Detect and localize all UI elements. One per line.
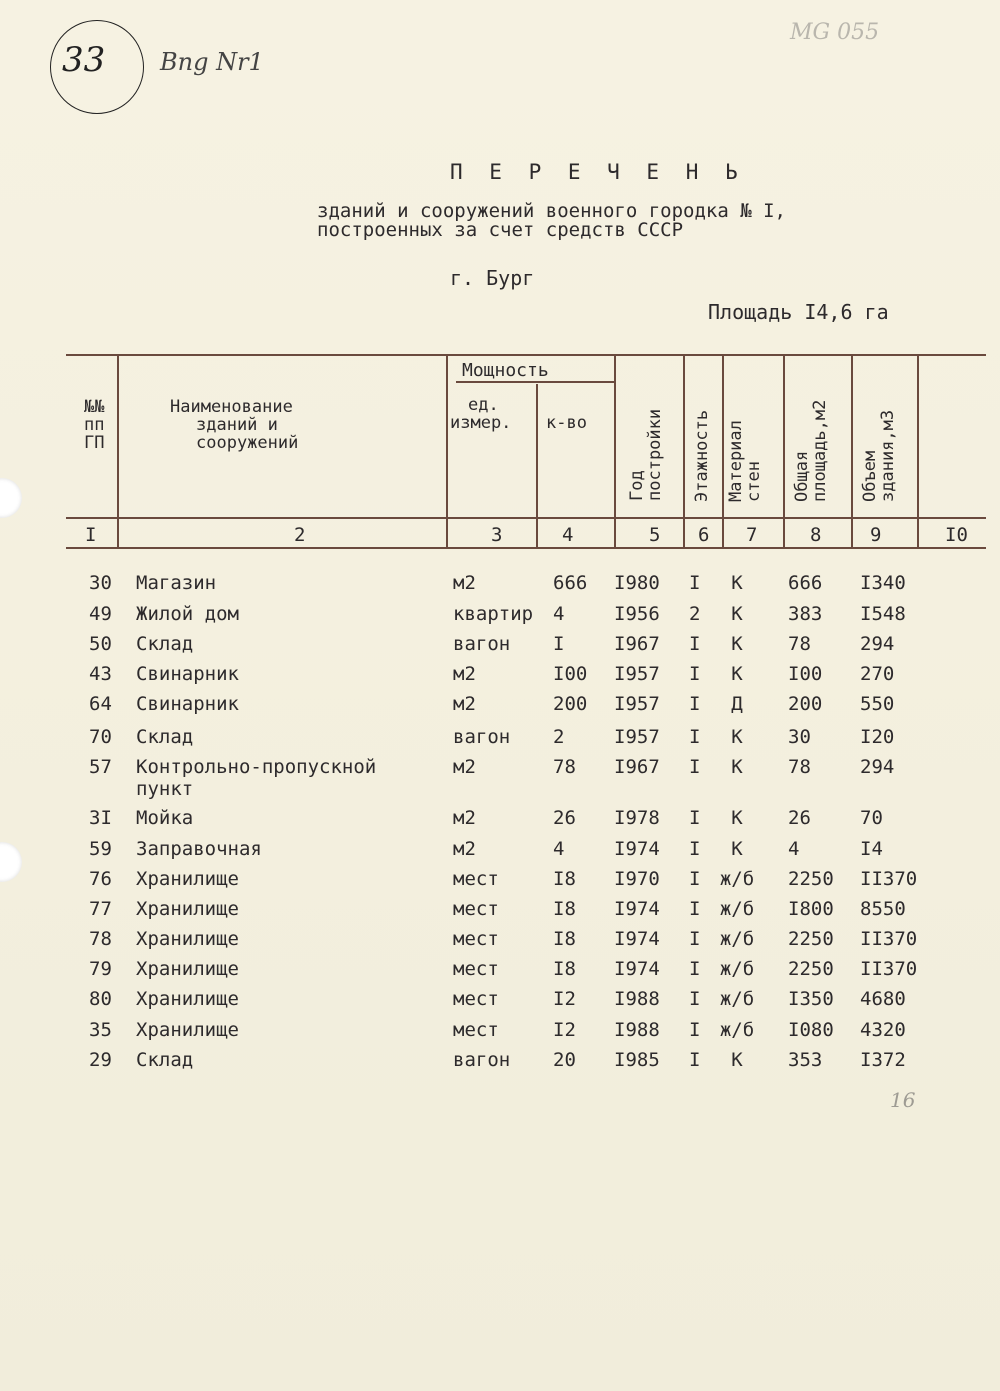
row-building-name: Мойка [136,807,194,829]
column-number: I0 [945,524,968,546]
row-building-name: Заправочная [136,838,262,860]
row-quantity: I00 [553,663,588,685]
column-number: 4 [562,524,574,546]
row-unit: вагон [453,633,511,655]
row-gp-number: 59 [89,838,112,860]
table-row [0,988,1000,1018]
row-wall-material: К [731,838,743,860]
row-volume: 4320 [860,1019,906,1041]
column-number: 3 [491,524,503,546]
row-floors: I [689,1019,701,1041]
row-unit: мест [453,928,499,950]
column-divider [851,354,853,548]
row-floors: I [689,756,701,778]
row-building-name-cont: пункт [136,778,194,800]
column-divider [117,354,119,548]
row-year: I957 [614,693,660,715]
row-building-name: Склад [136,726,194,748]
row-quantity: I8 [553,928,576,950]
row-unit: квартир [453,603,534,625]
handwritten-page-mark: 16 [890,1088,916,1112]
header-capacity: Мощность [462,360,549,381]
table-colnum-border [66,547,986,549]
row-volume: I340 [860,572,906,594]
handwritten-note-left: Bng Nr1 [160,48,264,76]
column-number: 2 [294,524,306,546]
row-unit: м2 [453,756,476,778]
row-floors: I [689,693,701,715]
capacity-underline [456,381,614,383]
row-unit: мест [453,868,499,890]
column-divider [722,354,724,548]
header-volume: Объем здания,м3 [860,409,898,502]
row-gp-number: 76 [89,868,112,890]
column-number: 7 [746,524,758,546]
document-subtitle [317,202,786,240]
row-wall-material: К [731,807,743,829]
column-divider [783,354,785,548]
document-title: П Е Р Е Ч Е Н Ь [450,160,745,184]
row-unit: м2 [453,663,476,685]
row-volume: 70 [860,807,883,829]
header-floors: Этажность [692,409,712,502]
row-quantity: 2 [553,726,565,748]
row-quantity: I2 [553,988,576,1010]
row-floors: I [689,928,701,950]
row-floors: I [689,898,701,920]
row-gp-number: 78 [89,928,112,950]
row-gp-number: 79 [89,958,112,980]
row-quantity: 20 [553,1049,576,1071]
row-gp-number: 57 [89,756,112,778]
row-year: I988 [614,988,660,1010]
row-total-area: 2250 [788,868,834,890]
row-quantity: 26 [553,807,576,829]
row-building-name: Свинарник [136,663,239,685]
header-name: Наименование зданий и сооружений [170,397,299,453]
table-row [0,1049,1000,1079]
row-gp-number: 64 [89,693,112,715]
row-year: I974 [614,928,660,950]
row-wall-material: ж/б [719,898,755,920]
row-wall-material: К [731,1049,743,1071]
row-quantity: I [553,633,565,655]
row-volume: II370 [860,868,918,890]
row-unit: м2 [453,807,476,829]
row-year: I957 [614,726,660,748]
row-floors: I [689,633,701,655]
table-row [0,898,1000,928]
column-number: 9 [870,524,882,546]
row-gp-number: 3I [89,807,112,829]
row-wall-material: ж/б [719,928,755,950]
row-wall-material: ж/б [719,988,755,1010]
row-total-area: 353 [788,1049,823,1071]
row-gp-number: 35 [89,1019,112,1041]
row-total-area: 78 [788,633,811,655]
row-quantity: 78 [553,756,576,778]
row-volume: 270 [860,663,895,685]
row-building-name: Склад [136,633,194,655]
row-volume: I20 [860,726,895,748]
row-gp-number: 77 [89,898,112,920]
row-building-name: Хранилище [136,928,239,950]
row-year: I974 [614,838,660,860]
header-qty: к-во [546,413,587,433]
row-quantity: I8 [553,898,576,920]
table-header-border [66,517,986,519]
table-row [0,1019,1000,1049]
row-total-area: 30 [788,726,811,748]
row-volume: II370 [860,958,918,980]
table-row [0,838,1000,868]
row-total-area: I350 [788,988,834,1010]
row-floors: I [689,663,701,685]
row-year: I956 [614,603,660,625]
row-floors: I [689,807,701,829]
column-number: 8 [810,524,822,546]
row-total-area: I080 [788,1019,834,1041]
row-gp-number: 29 [89,1049,112,1071]
row-floors: I [689,726,701,748]
row-year: I988 [614,1019,660,1041]
row-wall-material: К [731,572,743,594]
row-gp-number: 80 [89,988,112,1010]
row-unit: вагон [453,726,511,748]
row-quantity: I8 [553,868,576,890]
row-volume: 294 [860,756,895,778]
row-building-name: Хранилище [136,988,239,1010]
table-row [0,663,1000,693]
row-year: I957 [614,663,660,685]
row-year: I967 [614,633,660,655]
row-wall-material: ж/б [719,868,755,890]
row-building-name: Жилой дом [136,603,239,625]
column-divider [683,354,685,548]
row-gp-number: 43 [89,663,112,685]
row-building-name: Склад [136,1049,194,1071]
circled-number-text: 33 [62,40,106,80]
row-wall-material: К [731,756,743,778]
row-wall-material: Д [731,693,743,715]
column-divider [917,354,919,548]
row-building-name: Магазин [136,572,217,594]
row-floors: I [689,572,701,594]
row-quantity: I2 [553,1019,576,1041]
row-volume: I372 [860,1049,906,1071]
table-row [0,693,1000,723]
row-unit: м2 [453,572,476,594]
row-wall-material: К [731,633,743,655]
row-floors: I [689,868,701,890]
column-number: 6 [698,524,710,546]
header-num: №№ пп ГП [84,397,105,453]
subtitle-line-2: построенных за счет средств СССР [317,219,684,241]
row-unit: мест [453,1019,499,1041]
row-volume: II370 [860,928,918,950]
row-floors: 2 [689,603,701,625]
document-area: Площадь I4,6 га [708,300,889,324]
row-building-name: Свинарник [136,693,239,715]
row-volume: 294 [860,633,895,655]
table-row [0,633,1000,663]
row-unit: м2 [453,838,476,860]
document-city: г. Бург [450,266,535,290]
row-wall-material: К [731,603,743,625]
row-unit: вагон [453,1049,511,1071]
row-building-name: Контрольно-пропускной [136,756,377,778]
header-material: Материал стен [726,420,764,502]
row-building-name: Хранилище [136,898,239,920]
row-quantity: 4 [553,603,565,625]
table-row [0,958,1000,988]
row-year: I985 [614,1049,660,1071]
row-total-area: 4 [788,838,800,860]
row-wall-material: ж/б [719,1019,755,1041]
column-divider [536,384,538,548]
header-unit: ед. измер. [450,395,512,433]
row-wall-material: К [731,726,743,748]
row-volume: I548 [860,603,906,625]
row-total-area: 666 [788,572,823,594]
punch-hole [0,478,22,518]
row-year: I970 [614,868,660,890]
handwritten-note-right: MG 055 [790,20,880,45]
row-year: I980 [614,572,660,594]
row-volume: 4680 [860,988,906,1010]
row-total-area: 2250 [788,928,834,950]
table-row [0,572,1000,602]
table-row [0,756,1000,800]
row-total-area: I00 [788,663,823,685]
column-divider [614,354,616,548]
row-floors: I [689,1049,701,1071]
row-unit: мест [453,988,499,1010]
row-total-area: I800 [788,898,834,920]
column-divider [446,354,448,548]
row-floors: I [689,838,701,860]
row-unit: мест [453,958,499,980]
row-wall-material: К [731,663,743,685]
row-gp-number: 70 [89,726,112,748]
table-row [0,726,1000,756]
row-year: I974 [614,958,660,980]
row-year: I978 [614,807,660,829]
table-row [0,807,1000,837]
row-volume: 550 [860,693,895,715]
row-volume: I4 [860,838,883,860]
row-gp-number: 49 [89,603,112,625]
row-quantity: 4 [553,838,565,860]
row-quantity: I8 [553,958,576,980]
row-year: I967 [614,756,660,778]
row-volume: 8550 [860,898,906,920]
row-total-area: 2250 [788,958,834,980]
row-total-area: 26 [788,807,811,829]
column-number: I [85,524,97,546]
row-quantity: 666 [553,572,588,594]
row-wall-material: ж/б [719,958,755,980]
table-row [0,928,1000,958]
row-building-name: Хранилище [136,958,239,980]
row-gp-number: 30 [89,572,112,594]
row-total-area: 200 [788,693,823,715]
row-total-area: 383 [788,603,823,625]
row-year: I974 [614,898,660,920]
row-total-area: 78 [788,756,811,778]
table-row [0,868,1000,898]
header-year: Год постройки [627,408,665,501]
row-gp-number: 50 [89,633,112,655]
table-row [0,603,1000,633]
subtitle-line-1: зданий и сооружений военного городка № I, [317,200,786,222]
table-top-border [66,354,986,356]
header-total-area: Общая площадь,м2 [792,399,830,502]
row-floors: I [689,988,701,1010]
row-unit: м2 [453,693,476,715]
column-number: 5 [649,524,661,546]
row-floors: I [689,958,701,980]
row-building-name: Хранилище [136,868,239,890]
row-quantity: 200 [553,693,588,715]
row-building-name: Хранилище [136,1019,239,1041]
row-unit: мест [453,898,499,920]
